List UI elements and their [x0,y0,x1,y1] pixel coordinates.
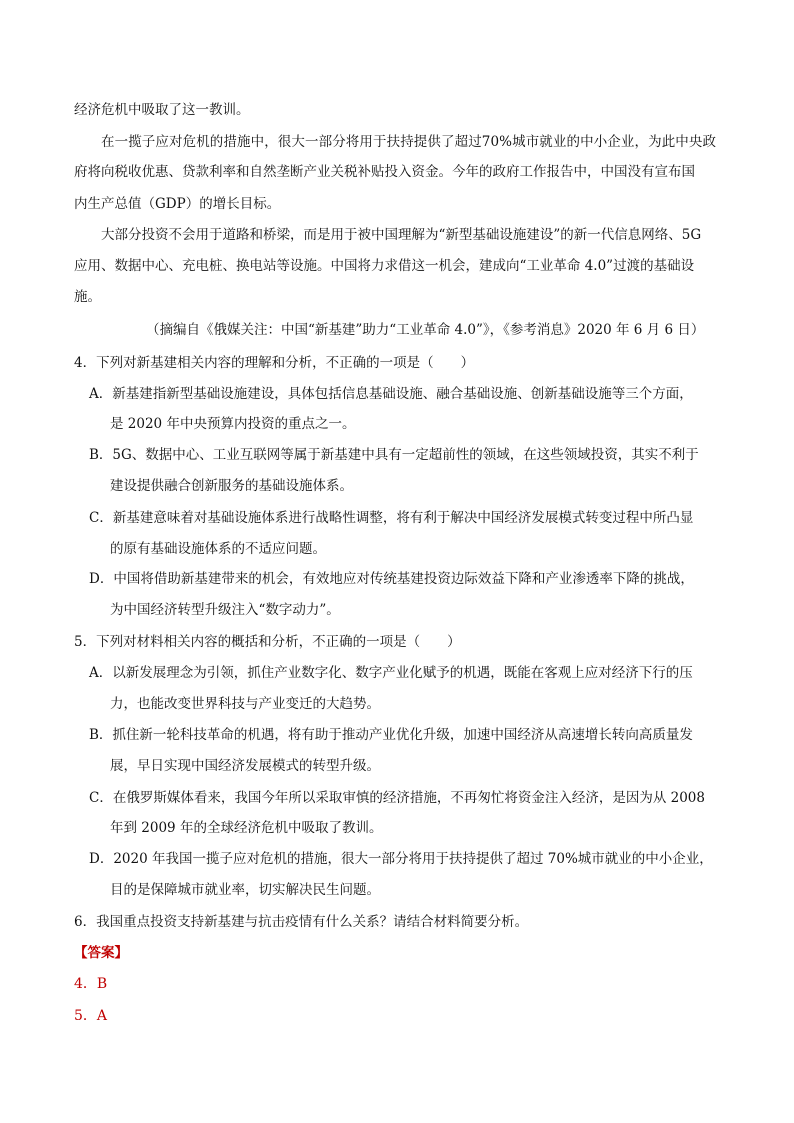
question-5-option-d-cont: 目的是保障城市就业率，切实解决民生问题。 [110,882,380,898]
question-4-option-c: C．新基建意味着对基础设施体系进行战略性调整，将有利于解决中国经济发展模式转变过程中所凸显 [89,510,694,526]
passage-line: 府将向税收优惠、贷款利率和自然垄断产业关税补贴投入资金。今年的政府工作报告中，中国没有宣布国 [74,164,695,180]
answer-5: 5．A [74,1008,108,1024]
question-4-option-a-cont: 是 2020 年中央预算内投资的重点之一。 [110,416,356,432]
question-5-option-b-cont: 展，早日实现中国经济发展模式的转型升级。 [110,758,380,774]
question-5-option-a: A．以新发展理念为引领，抓住产业数字化、数字产业化赋予的机遇，既能在客观上应对经济下行的压 [89,665,693,681]
question-5-option-c-cont: 年到 2009 年的全球经济危机中吸取了教训。 [110,820,383,836]
question-5-option-a-cont: 力，也能改变世界科技与产业变迁的大趋势。 [110,696,380,712]
question-4-option-d: D．中国将借助新基建带来的机会，有效地应对传统基建投资边际效益下降和产业渗透率下降的挑战， [89,571,694,587]
question-4-stem: 4．下列对新基建相关内容的理解和分析，不正确的一项是（ ） [74,355,475,371]
passage-source: （摘编自《俄媒关注：中国“新基建”助力“工业革命 4.0”》，《参考消息》2020 年 6 月 6 日） [146,322,705,338]
question-4-option-d-cont: 为中国经济转型升级注入“数字动力”。 [110,602,340,618]
question-5-option-b: B．抓住新一轮科技革命的机遇，将有助于推动产业优化升级，加速中国经济从高速增长转向高质量发 [89,727,693,743]
question-5-option-d: D．2020 年我国一揽子应对危机的措施，很大一部分将用于扶持提供了超过 70%城市就业的中小企业， [89,851,713,867]
passage-line: 施。 [74,289,101,305]
question-4-option-a: A．新基建指新型基础设施建设，具体包括信息基础设施、融合基础设施、创新基础设施等三个方面， [89,386,693,402]
question-4-option-c-cont: 的原有基础设施体系的不适应问题。 [110,541,326,557]
question-5-stem: 5．下列对材料相关内容的概括和分析，不正确的一项是（ ） [74,634,461,650]
passage-line: 应用、数据中心、充电桩、换电站等设施。中国将力求借这一机会，建成向“工业革命 4.0”过渡的基础设 [74,258,695,274]
question-4-option-b-cont: 建设提供融合创新服务的基础设施体系。 [110,478,353,494]
question-5-option-c: C．在俄罗斯媒体看来，我国今年所以采取审慎的经济措施，不再匆忙将资金注入经济，是因为从 2008 [89,790,705,806]
passage-line: 经济危机中吸取了这一教训。 [74,102,250,118]
answer-4: 4．B [74,976,108,992]
passage-line: 在一揽子应对危机的措施中，很大一部分将用于扶持提供了超过70%城市就业的中小企业，为此中央政 [101,134,717,150]
passage-line: 内生产总值（GDP）的增长目标。 [74,196,281,212]
passage-line: 大部分投资不会用于道路和桥梁，而是用于被中国理解为“新型基础设施建设”的新一代信息网络、5G [101,227,702,243]
question-6-stem: 6．我国重点投资支持新基建与抗击疫情有什么关系？请结合材料简要分析。 [74,914,529,930]
answer-label: 【答案】 [74,945,128,961]
question-4-option-b: B．5G、数据中心、工业互联网等属于新基建中具有一定超前性的领域，在这些领域投资，其实不利于 [89,447,699,463]
